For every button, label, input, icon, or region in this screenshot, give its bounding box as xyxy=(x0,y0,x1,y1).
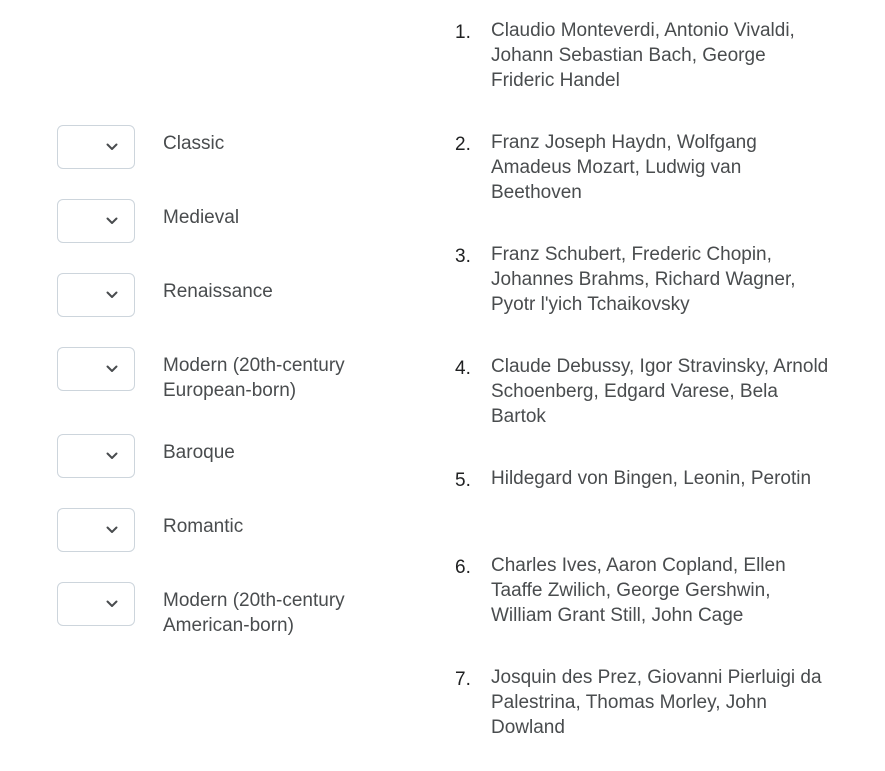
match-select[interactable] xyxy=(57,582,135,626)
chevron-down-icon xyxy=(106,365,118,373)
match-label: Baroque xyxy=(163,442,235,463)
match-select[interactable] xyxy=(57,434,135,478)
answer-number: 7. xyxy=(455,669,471,690)
chevron-down-icon xyxy=(106,291,118,299)
answer-number: 4. xyxy=(455,358,471,379)
match-select[interactable] xyxy=(57,508,135,552)
answer-text: Charles Ives, Aaron Copland, Ellen Taaffe Zwilich, George Gershwin, William Grant Still, John Cage xyxy=(491,555,786,626)
answer-text: Claudio Monteverdi, Antonio Vivaldi, Johann Sebastian Bach, George Frideric Handel xyxy=(491,20,795,91)
answer-number: 3. xyxy=(455,246,471,267)
match-select[interactable] xyxy=(57,199,135,243)
match-label: Modern (20th-century American-born) xyxy=(163,590,345,636)
match-select[interactable] xyxy=(57,273,135,317)
match-label: Romantic xyxy=(163,516,244,537)
answer-text: Franz Schubert, Frederic Chopin, Johannes Brahms, Richard Wagner, Pyotr l'yich Tchaikovsky xyxy=(491,244,796,315)
chevron-down-icon xyxy=(106,526,118,534)
answer-number: 6. xyxy=(455,557,471,578)
match-label: Medieval xyxy=(163,207,240,228)
match-select[interactable] xyxy=(57,125,135,169)
answer-text: Josquin des Prez, Giovanni Pierluigi da Palestrina, Thomas Morley, John Dowland xyxy=(491,667,822,738)
answer-text: Hildegard von Bingen, Leonin, Perotin xyxy=(491,468,812,489)
chevron-down-icon xyxy=(106,600,118,608)
answer-number: 2. xyxy=(455,134,471,155)
answer-text: Claude Debussy, Igor Stravinsky, Arnold Schoenberg, Edgard Varese, Bela Bartok xyxy=(491,356,829,427)
match-label: Modern (20th-century European-born) xyxy=(163,355,345,401)
chevron-down-icon xyxy=(106,452,118,460)
match-label: Renaissance xyxy=(163,281,273,302)
match-select[interactable] xyxy=(57,347,135,391)
chevron-down-icon xyxy=(106,217,118,225)
answer-text: Franz Joseph Haydn, Wolfgang Amadeus Mozart, Ludwig van Beethoven xyxy=(491,132,757,203)
answer-number: 1. xyxy=(455,22,471,43)
chevron-down-icon xyxy=(106,143,118,151)
match-label: Classic xyxy=(163,133,225,154)
answer-number: 5. xyxy=(455,470,471,491)
